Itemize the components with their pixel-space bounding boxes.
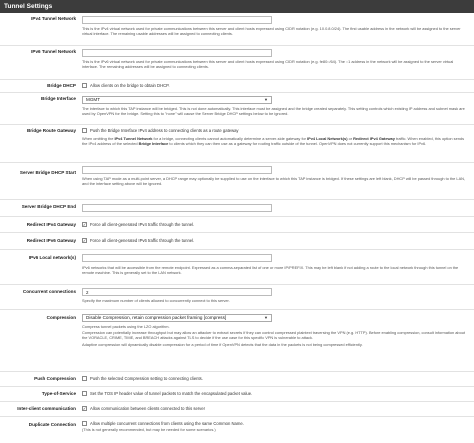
row-bridge-dhcp-end (0, 200, 474, 217)
row-bridge-interface (0, 93, 474, 125)
duplicate-connection-checkbox-label: Allow multiple concurrent connections from clients using the same Common Name. (90, 421, 244, 426)
row-push-compression (0, 372, 474, 387)
bridge-dhcp-label: Bridge DHCP (47, 83, 76, 88)
type-of-service-checkbox[interactable] (82, 391, 87, 396)
row-inter-client (0, 402, 474, 417)
redirect-ipv4-checkbox[interactable]: ✓ (82, 221, 87, 227)
ipv6-local-networks-input[interactable] (82, 254, 272, 262)
bridge-dhcp-end-label: Server Bridge DHCP End (21, 204, 76, 209)
bridge-dhcp-start-label: Server Bridge DHCP Start (19, 170, 76, 175)
bridge-route-gateway-label: Bridge Route Gateway (26, 128, 76, 133)
ipv6-local-networks-help: IPv6 networks that will be accessible from the remote endpoint. Expressed as a comma-separated list of one or more IP/PREFIX. This may be left blank if not adding a route to the local network through this tunnel on the remote machine. This is generally set to the LAN network. (82, 265, 459, 276)
bridge-dhcp-end-input[interactable] (82, 204, 272, 212)
ipv4-tunnel-network-label: IPv4 Tunnel Network (31, 16, 76, 21)
push-compression-checkbox-label: Push the selected Compression setting to connecting clients. (90, 376, 203, 381)
compression-selected: Disable Compression, retain compression packet framing [compress] (86, 315, 227, 320)
bridge-dhcp-start-help: When using TAP mode as a multi-point server, a DHCP range may optionally be supplied to use on the interface to which this TAP instance is bridged. If these settings are left blank, DHCP will be passed through to the LAN, and the interface setting above will be ignored. (82, 175, 466, 186)
ipv6-tunnel-network-help: This is the IPv6 virtual network used for private communications between this server and client hosts expressed using CIDR notation (e.g. fe80::/64). The ::1 address in the network will be assigned to the server virtual interface. The remaining addresses will be assigned to connecting clients. (82, 58, 454, 69)
ipv6-tunnel-network-label: IPv6 Tunnel Network (31, 49, 76, 54)
row-duplicate-connection (0, 417, 474, 443)
bridge-interface-help: The interface to which this TAP instance will be bridged. This is not done automatically. This interface must be assigned and the bridge created separately. This setting controls which existing IP address and subnet mask are used by OpenVPN for the bridge. Setting this to "none" will cause the Server Bridge DHCP settings below to be ignored. (82, 105, 465, 116)
panel-header: Tunnel Settings (0, 0, 474, 13)
push-compression-checkbox[interactable] (82, 376, 87, 381)
compression-help-2: Compression can potentially increase throughput but may allow an attacker to extract secrets if they can control compressed plaintext traversing the VPN (e.g. HTTP). Before enabling compression, consult information about the VORACLE, CRIME, TIME, and BREACH attacks against TLS to decide if the use case for this specific VPN is vulnerable to attack. (82, 330, 465, 341)
duplicate-connection-help: (This is not generally recommended, but may be needed for some scenarios.) (82, 427, 216, 432)
row-type-of-service (0, 387, 474, 402)
concurrent-connections-input[interactable] (82, 288, 272, 296)
compression-help-3: Adaptive compression will dynamically disable compression for a period of time if OpenVPN detects that the data in the packets is not being compressed efficiently. (82, 342, 363, 348)
redirect-ipv6-checkbox[interactable]: ✓ (82, 237, 87, 243)
row-bridge-dhcp-start (0, 163, 474, 200)
ipv6-tunnel-network-input[interactable] (82, 49, 272, 57)
compression-select[interactable] (82, 314, 272, 322)
row-bridge-route-gateway (0, 125, 474, 163)
row-ipv6-local-networks (0, 250, 474, 285)
bridge-route-gateway-checkbox-label: Push the Bridge Interface IPv4 address to connecting clients as a route gateway (90, 128, 239, 133)
row-compression (0, 310, 474, 372)
ipv4-tunnel-network-help: This is the IPv4 virtual network used for private communications between this server and client hosts expressed using CIDR notation (e.g. 10.0.8.0/24). The first usable address in the network will be assigned to the server virtual interface. The remaining usable addresses will be assigned to connecting clients. (82, 25, 461, 36)
chevron-down-icon: ▼ (264, 315, 268, 320)
redirect-ipv4-label: Redirect IPv4 Gateway (26, 222, 76, 227)
row-redirect-ipv4 (0, 217, 474, 233)
bridge-dhcp-start-input[interactable] (82, 166, 272, 174)
inter-client-checkbox-label: Allow communication between clients connected to this server (90, 406, 205, 411)
duplicate-connection-label: Duplicate Connection (28, 422, 76, 427)
push-compression-label: Push Compression (34, 376, 76, 381)
redirect-ipv6-label: Redirect IPv6 Gateway (26, 238, 76, 243)
bridge-interface-label: Bridge Interface (41, 96, 76, 101)
bridge-interface-select[interactable] (82, 96, 272, 104)
compression-help-1: Compress tunnel packets using the LZO algorithm. (82, 323, 170, 329)
duplicate-connection-checkbox[interactable] (82, 421, 87, 426)
row-concurrent-connections (0, 285, 474, 310)
inter-client-label: Inter-client communication (17, 406, 76, 411)
bridge-route-gateway-checkbox[interactable] (82, 128, 87, 133)
row-bridge-dhcp (0, 80, 474, 93)
bridge-route-gateway-help: When omitting the IPv4 Tunnel Network for a bridge, connecting clients cannot automatically determine a server-side gateway for IPv4 Local Network(s) or Redirect IPv4 Gateway traffic. When enabled, this option sends the IPv4 address of the selected Bridge Interface to clients which they can then use as a gateway for routing traffic outside of the tunnel. OpenVPN does not currently support this mechanism for IPv6. (82, 135, 465, 146)
bridge-dhcp-checkbox-label: Allow clients on the bridge to obtain DHCP. (90, 83, 170, 88)
type-of-service-checkbox-label: Set the TOS IP header value of tunnel packets to match the encapsulated packet value. (90, 391, 253, 396)
row-redirect-ipv6 (0, 233, 474, 250)
row-ipv4-tunnel-network (0, 13, 474, 46)
ipv4-tunnel-network-input[interactable] (82, 16, 272, 24)
redirect-ipv6-checkbox-label: Force all client-generated IPv6 traffic through the tunnel. (90, 238, 195, 243)
inter-client-checkbox[interactable]: ✓ (82, 405, 87, 411)
type-of-service-label: Type-of-Service (41, 391, 76, 396)
concurrent-connections-help: Specify the maximum number of clients allowed to concurrently connect to this server. (82, 297, 230, 303)
redirect-ipv4-checkbox-label: Force all client-generated IPv4 traffic through the tunnel. (90, 222, 195, 227)
ipv6-local-networks-label: IPv6 Local network(s) (28, 255, 76, 260)
bridge-dhcp-checkbox[interactable] (82, 83, 87, 88)
bridge-interface-selected: MGMT (86, 97, 101, 102)
row-ipv6-tunnel-network (0, 46, 474, 80)
concurrent-connections-label: Concurrent connections (22, 289, 76, 294)
chevron-down-icon: ▼ (264, 97, 268, 102)
compression-label: Compression (46, 315, 76, 320)
